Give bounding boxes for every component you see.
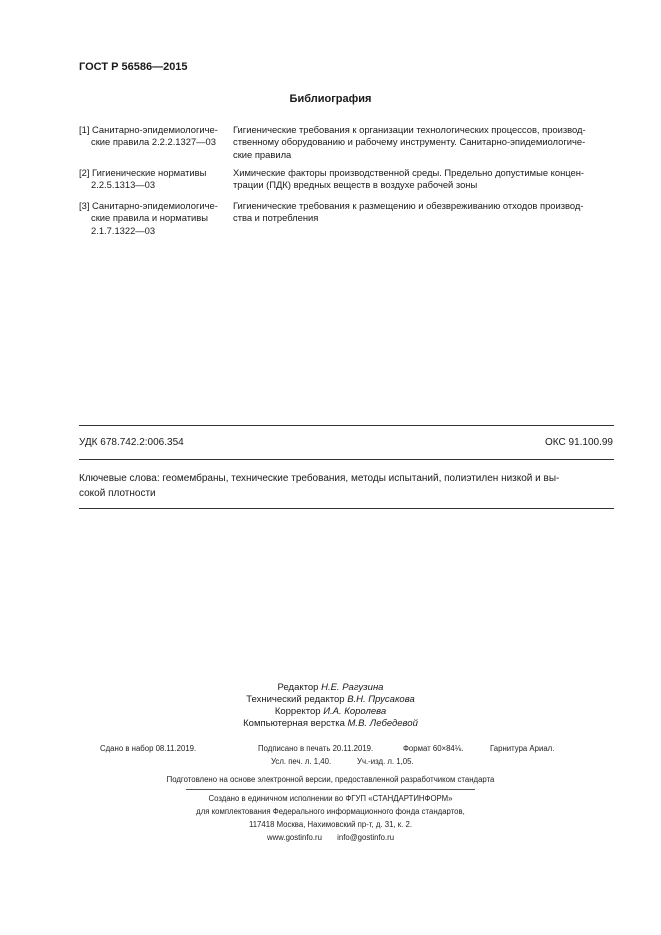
bibliography-description bbox=[233, 167, 614, 192]
website-link[interactable]: www.gostinfo.ru bbox=[266, 833, 322, 842]
ref-line: Санитарно-эпидемиологиче- bbox=[92, 124, 218, 135]
bibliography-title: Библиография bbox=[289, 93, 372, 105]
bibliography-ref bbox=[79, 200, 232, 237]
credit-role: Корректор bbox=[274, 706, 321, 717]
ref-line: 2.1.7.1322—03 bbox=[91, 224, 156, 236]
credit-name: В.Н. Прусакова bbox=[347, 694, 415, 705]
desc-line: Гигиенические требования к размещению и обезвреживанию отходов производ- bbox=[233, 200, 584, 211]
bibliography-description bbox=[233, 200, 614, 225]
entry-number: [3] bbox=[79, 200, 90, 211]
bibliography-ref bbox=[79, 167, 232, 192]
email-link[interactable]: info@gostinfo.ru bbox=[337, 833, 395, 842]
bibliography-description bbox=[233, 124, 614, 161]
oks-code: ОКС 91.100.99 bbox=[545, 437, 613, 448]
keywords bbox=[79, 472, 614, 501]
desc-line: ства и потребления bbox=[233, 212, 319, 224]
credit-name: И.А. Королева bbox=[323, 706, 387, 717]
set-date: Сдано в набор 08.11.2019. bbox=[100, 744, 197, 753]
created-line: 117418 Москва, Нахимовский пр-т, д. 31, к. 2. bbox=[248, 820, 413, 829]
entry-number: [2] bbox=[79, 167, 90, 178]
credit-layout bbox=[0, 718, 661, 729]
desc-line: трации (ПДК) вредных веществ в воздухе рабочей зоны bbox=[233, 179, 478, 191]
prepared-note: Подготовлено на основе электронной версии, предоставленной разработчиком стандарта bbox=[166, 775, 495, 784]
paper-format: Формат 60×84⅛. bbox=[403, 744, 464, 753]
keywords-line: Ключевые слова: геомембраны, технические требования, методы испытаний, полиэтилен низкой и вы- bbox=[79, 473, 560, 484]
ref-line: Санитарно-эпидемиологиче- bbox=[92, 200, 218, 211]
desc-line: ские правила bbox=[233, 148, 292, 160]
created-line: для комплектования Федерального информационного фонда стандартов, bbox=[196, 807, 465, 816]
created-line: Создано в единичном исполнении во ФГУП «СТАНДАРТИНФОРМ» bbox=[208, 794, 453, 803]
credit-tech-editor bbox=[0, 694, 661, 705]
credit-editor bbox=[0, 682, 661, 693]
desc-line: ственному оборудованию и рабочему инструменту. Санитарно-эпидемиологиче- bbox=[233, 136, 586, 148]
desc-line: Химические факторы производственной среды. Предельно допустимые концен- bbox=[233, 167, 585, 178]
ref-line: ские правила 2.2.2.1327—03 bbox=[91, 136, 216, 148]
credit-role: Редактор bbox=[277, 682, 319, 693]
credit-proofreader bbox=[0, 706, 661, 717]
divider bbox=[186, 789, 475, 790]
credit-name: М.В. Лебедевой bbox=[347, 718, 418, 729]
sign-date: Подписано в печать 20.11.2019. bbox=[258, 744, 374, 753]
divider bbox=[79, 459, 614, 460]
entry-number: [1] bbox=[79, 124, 90, 135]
ref-line: 2.2.5.1313—03 bbox=[91, 179, 156, 191]
keywords-line: сокой плотности bbox=[79, 487, 156, 499]
udc-code: УДК 678.742.2:006.354 bbox=[79, 437, 184, 448]
divider bbox=[79, 425, 614, 426]
divider bbox=[79, 508, 614, 509]
contact-line bbox=[0, 833, 661, 842]
typeface: Гарнитура Ариал. bbox=[490, 744, 555, 753]
credit-name: Н.Е. Рагузина bbox=[321, 682, 384, 693]
ref-line: ские правила и нормативы bbox=[91, 212, 209, 224]
credit-role: Технический редактор bbox=[246, 694, 345, 705]
document-code: ГОСТ Р 56586—2015 bbox=[79, 61, 188, 73]
credit-role: Компьютерная верстка bbox=[243, 718, 345, 729]
print-sheets: Усл. печ. л. 1,40. bbox=[271, 757, 332, 766]
bibliography-ref bbox=[79, 124, 232, 149]
publisher-sheets: Уч.-изд. л. 1,05. bbox=[357, 757, 414, 766]
ref-line: Гигиенические нормативы bbox=[92, 167, 207, 178]
desc-line: Гигиенические требования к организации технологических процессов, производ- bbox=[233, 124, 586, 135]
